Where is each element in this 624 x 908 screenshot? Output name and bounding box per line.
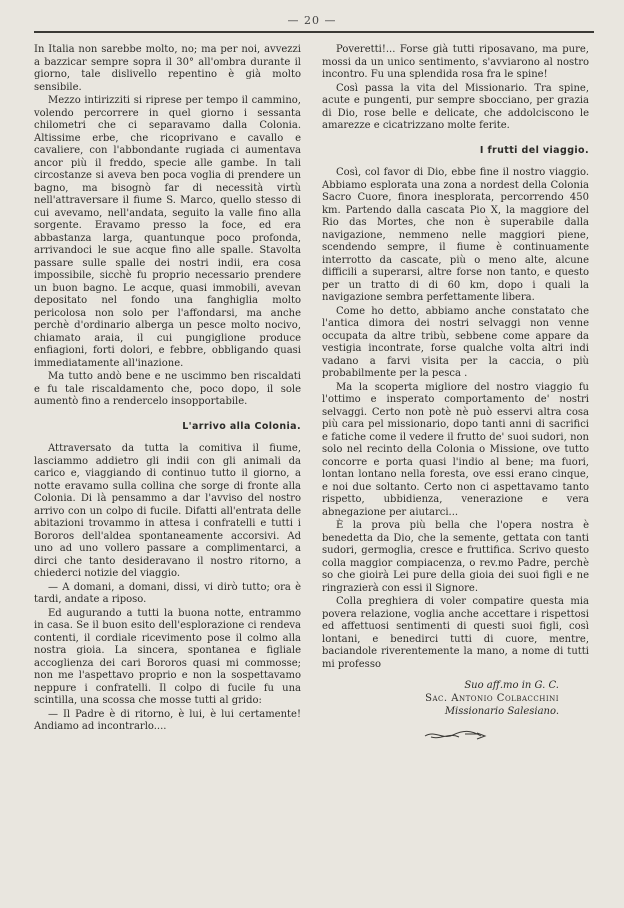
paragraph: Ma la scoperta migliore del nostro viaggio fu l'ottimo e insperato comportamento de' nostri selvaggi. Certo non potè nè può esservi altra cosa più cara pel missionario, dopo tanti anni di sacrifici e fatiche come il vedere il frutto de' suoi sudori, non solo nel recinto della Colonia o Missione, ove tutto concorre e porta quasi l'indio al bene; ma fuori, lontan lontano nella foresta, ove essi erano cinque, e noi due soltanto. Certo non ci aspettavamo tanto rispetto, ubbidienza, venerazione e vera abnegazione per aiutarci... — [322, 381, 589, 518]
paragraph: Ma tutto andò bene e ne uscimmo ben riscaldati e fu tale riscaldamento che, poco dopo, il sole aumentò fino a rendercelo insopportabile. — [34, 371, 301, 407]
paragraph: — A domani, a domani, dissi, vi dirò tutto; ora è tardi, andate a riposo. — [34, 581, 301, 605]
left-column — [34, 44, 301, 734]
signature-title: Missionario Salesiano. — [444, 706, 559, 717]
signature-closing: Suo aff.mo in G. C. — [464, 680, 559, 691]
page-number: — 20 — — [287, 14, 337, 27]
paragraph: Ed augurando a tutti la buona notte, entrammo in casa. Se il buon esito dell'esplorazione ci rendeva contenti, il cordiale ricevimento pose il colmo alla nostra gioia. La sincera, spontanea e figliale accoglienza dei cari Bororos quasi mi commosse; non me l'aspettavo proprio e non la sospettavamo neppure i confratelli. Il colpo di fucile fu una scintilla, una scossa che mosse tutti al grido: — [34, 607, 301, 706]
paragraph: — Il Padre è di ritorno, è lui, è lui certamente! Andiamo ad incontrarlo.... — [34, 708, 301, 732]
signature-name: Sac. Antonio Colbacchini — [425, 693, 559, 704]
section-heading: I frutti del viaggio. — [479, 144, 589, 156]
paragraph: In Italia non sarebbe molto, no; ma per noi, avvezzi a bazzicar sempre sopra il 30° all'ombra durante il giorno, tale dislivello repentino è già molto sensibile. — [34, 44, 301, 93]
header-rule — [34, 31, 594, 33]
paragraph: Mezzo intirizziti si riprese per tempo il cammino, volendo percorrere in quel giorno i sessanta chilometri che ci separavamo dalla Colonia. Altissime erbe, che ricoprivano e cavallo e cavaliere, con l'abbondante rugiada ci aumentava ancor più il freddo, specie alle gambe. In tali circostanze si aveva ben poca voglia di prendere un bagno, ma bisognò far di necessità virtù nell'attraversare il fiume S. Marco, quello stesso di cui avevamo, nell'andata, seguito la valle fino alla sorgente. Eravamo presso la foce, ed era abbastanza larga, quantunque poco profonda, arrivandoci le sue acque fino alle spalle. Stavolta passare sulle spalle dei nostri indii, era cosa impossibile, sicchè fu proprio necessario prendere un buon bagno. Le acque, quasi immobili, avevan depositato nel fondo una fanghiglia molto pericolosa non solo per l'affondarsi, ma anche perchè d'ordinario alberga un pesce molto nocivo, chiamato araia, il cui pungiglione produce enfiagioni, forti dolori, e febbre, obbligando quasi immediatamente all'inazione. — [34, 95, 301, 369]
right-column — [322, 44, 589, 742]
ornament-flourish — [421, 728, 491, 742]
paragraph: Attraversato da tutta la comitiva il fiume, lasciammo addietro gli indii con gli animali da carico e, viaggiando di continuo tutto il giorno, a notte eravamo sulla collina che sorge di fronte alla Colonia. Di là pensammo a dar l'avviso del nostro arrivo con un colpo di fucile. Difatti all'entrata delle abitazioni trovammo in attesa i confratelli e tutti i Bororos dell'aldea spontaneamente accorsivi. Ad uno ad uno vollero passare a complimentarci, a dirci che tanto desideravano il nostro ritorno, a chiederci notizie del viaggio. — [34, 443, 301, 579]
section-heading: L'arrivo alla Colonia. — [182, 420, 301, 432]
paragraph: Colla preghiera di voler compatire questa mia povera relazione, voglia anche accettare i rispettosi ed affettuosi sentimenti di questi suoi figli, così lontani, e benedirci tutti di cuore, mentre, baciandole riverentemente la mano, a nome di tutti mi professo — [322, 596, 589, 670]
paragraph: Così passa la vita del Missionario. Tra spine, acute e pungenti, pur sempre sbocciano, per grazia di Dio, rose belle e delicate, che addolciscono le amarezze e cicatrizzano molte ferite. — [322, 82, 589, 131]
paragraph: È la prova più bella che l'opera nostra è benedetta da Dio, che la semente, gettata con tanti sudori, germoglia, cresce e fruttifica. Scrivo questo colla maggior compiacenza, o rev.mo Padre, perchè so che gioirà Lei pure della gioia dei suoi figli e ne ringrazierà con essi il Signore. — [322, 520, 589, 594]
paragraph: Come ho detto, abbiamo anche constatato che l'antica dimora dei nostri selvaggi non venne occupata da altre tribù, sebbene come appare da vestigia incontrate, forse qualche volta altri indi vadano a farvi visita per la caccia, o più probabilmente per la pesca . — [322, 305, 589, 379]
paragraph: Poveretti!... Forse già tutti riposavano, ma pure, mossi da un unico sentimento, s'avviarono al nostro incontro. Fu una splendida rosa fra le spine! — [322, 44, 589, 80]
paragraph: Così, col favor di Dio, ebbe fine il nostro viaggio. Abbiamo esplorata una zona a nordest della Colonia Sacro Cuore, finora inesplorata, percorrendo 450 km. Partendo dalla cascata Pio X, la maggiore del Rio das Mortes, che non è superabile dalla navigazione, nemmeno nelle maggiori piene, scendendo sempre, il fiume è continuamente interrotto da cascate, più o meno alte, alcune difficili a superarsi, altre forse non tanto, e questo per un tratto di di 60 km, dopo i quali la navigazione sembra perfettamente libera. — [322, 167, 589, 303]
signature-block — [322, 679, 589, 718]
